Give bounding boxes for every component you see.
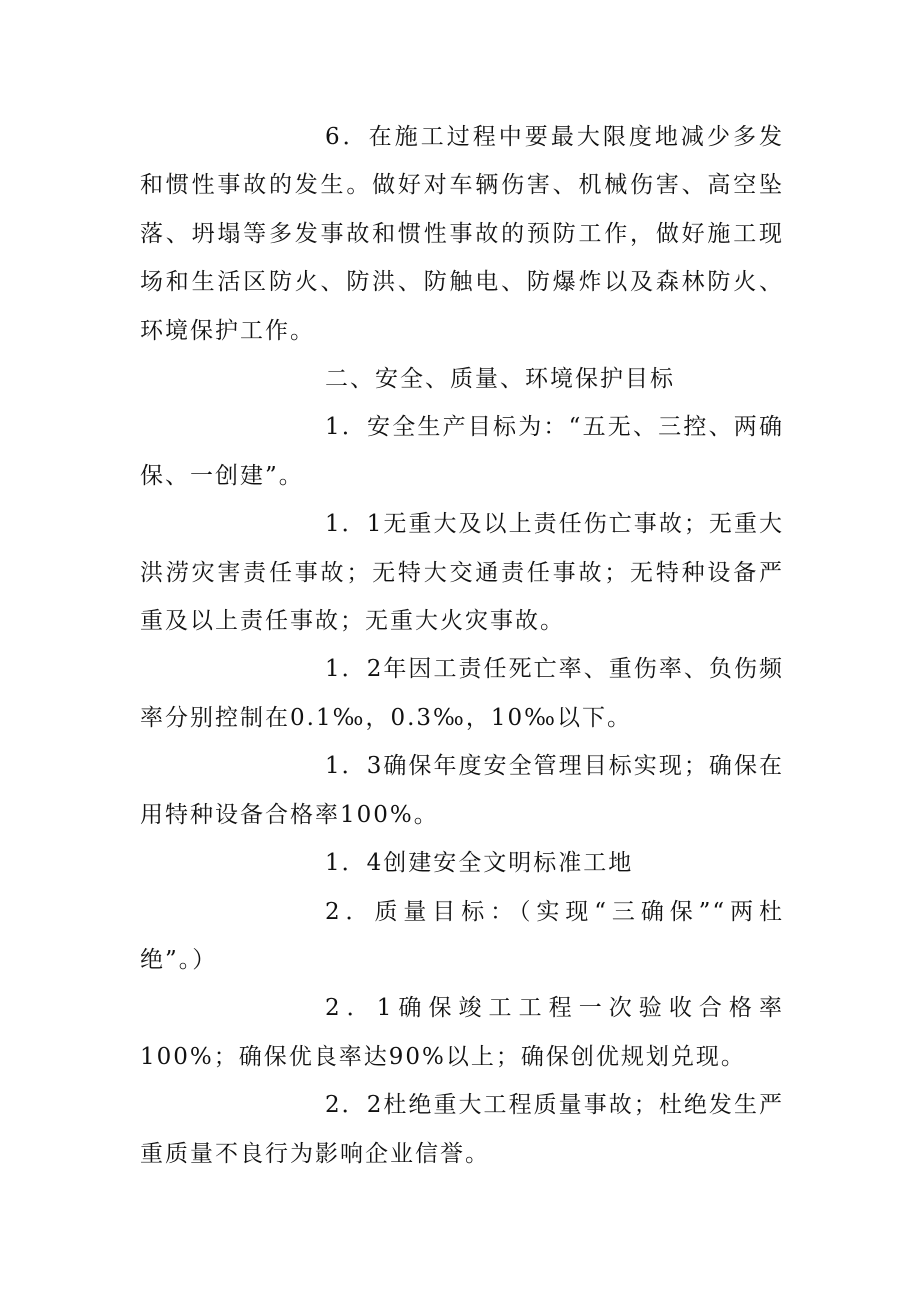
paragraph-safety-production-goal: 1．安全生产目标为：“五无、三控、两确保、一创建”。 [140,414,784,489]
paragraph-goal-1-4: 1．4创建安全文明标准工地 [325,850,634,877]
document-body [140,113,784,1178]
paragraph-goal-1-3: 1．3确保年度安全管理目标实现；确保在用特种设备合格率100%。 [140,753,784,828]
paragraph-accident-prevention: 6．在施工过程中要最大限度地减少多发和惯性事故的发生。做好对车辆伤害、机械伤害、高空坠落、坍塌等多发事故和惯性事故的预防工作，做好施工现场和生活区防火、防洪、防触电、防爆炸以及森林防火、环境保护工作。 [140,124,784,344]
paragraph-goal-2-1: 2．1确保竣工工程一次验收合格率100%；确保优良率达90%以上；确保创优规划兑现。 [140,995,784,1070]
paragraph-goal-1-1: 1．1无重大及以上责任伤亡事故；无重大洪涝灾害责任事故；无特大交通责任事故；无特种设备严重及以上责任事故；无重大火灾事故。 [140,511,784,635]
section-heading-safety-quality-environment-goals: 二、安全、质量、环境保护目标 [325,366,675,393]
paragraph-goal-2-2: 2．2杜绝重大工程质量事故；杜绝发生严重质量不良行为影响企业信誉。 [140,1092,784,1167]
paragraph-goal-1-2: 1．2年因工责任死亡率、重伤率、负伤频率分别控制在0.1‰，0.3‰，10‰以下。 [140,656,784,731]
paragraph-quality-goal: 2．质量目标：（实现“三确保”“两杜绝”。） [140,898,784,973]
